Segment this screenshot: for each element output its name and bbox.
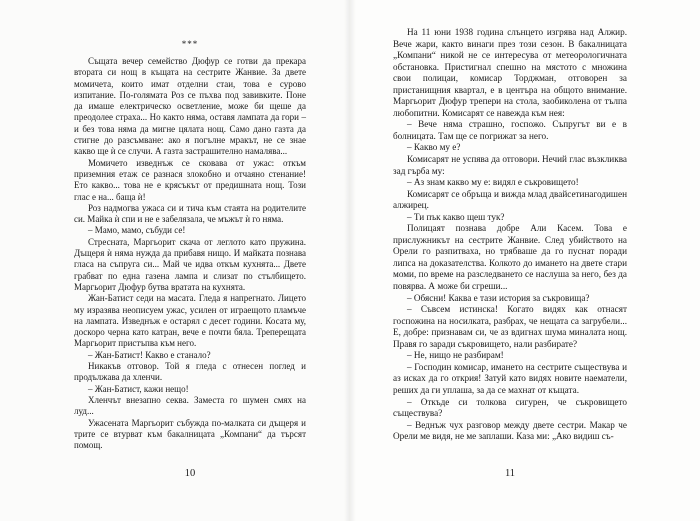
paragraph: Ужасената Маргьорит събужда по-малката си дъщеря и трите се втурват към бакалницата „Компани“ да търсят помощ.: [74, 417, 306, 451]
paragraph: Жан-Батист седи на масата. Гледа я напрегнато. Лицето му изразява неописуем ужас, усилен от играещото пламъче на лампата. Изведнъж е остарял с десет години. Косата му, доскоро черна като катран, вече е почти бяла. Треперещата Маргьорит пристъпва към него.: [74, 293, 306, 349]
paragraph: – Жан-Батист! Какво е станало?: [88, 349, 211, 360]
page-number-left: 10: [184, 468, 196, 479]
paragraph: Комисарят не успява да отговори. Нечий глас възкликва зад гърба му:: [393, 154, 627, 176]
paragraph: Хленчът внезапно секва. Заместа го шумен смях на луд...: [74, 394, 306, 417]
paragraph: Полицаят познава добре Али Касем. Това е прислужникът на сестрите Жанвие. След убийството на Орели го разпитваха, но трябваше да го пуснат поради липса на доказателства. Колкото до имането на двете стари моми, по време на разследването се наслуша за него, без да повярва. А може би сгреши...: [393, 223, 627, 292]
paragraph: – Ти пък какво щеш тук?: [407, 211, 505, 222]
paragraph: – Мамо, мамо, събуди се!: [88, 225, 186, 236]
page-number-right: 11: [504, 468, 516, 479]
right-page: [350, 0, 700, 521]
paragraph: – Съвсем истинска! Когато видях как отнасят госпожина на носилката, разбрах, че нещата са загрубели... Е, добре: признавам си, че аз вдигнах шума миналата нощ. Правя го заради съкровището, нали разбирате?: [393, 304, 627, 349]
paragraph: Момичето изведнъж се сковава от ужас: откъм приземния етаж се разнася злокобно и отчаяно стенание! Ето какво... това не е крясъкът от предишната нощ. Този глас е на... баща ѝ!: [74, 157, 306, 202]
paragraph: Роз надмогва ужаса си и тича към стаята на родителите си. Майка ѝ спи и не е забелязала, че мъжът ѝ го няма.: [74, 202, 306, 225]
paragraph: – Не, нищо не разбирам!: [407, 350, 504, 361]
paragraph: – Обясни! Каква е тази история за съкровища?: [407, 292, 590, 303]
paragraph: Комисарят се обръща и вижда млад двайсетинагодишен алжирец.: [393, 188, 627, 211]
paragraph: Стреснатa, Маргьорит скача от леглото като пружина. Дъщеря ѝ няма нужда да прибавя нищо. И майката познава гласа на съпруга си... Май че идва откъм кухнята... Двете грабват по една газена лампа и слизат по стълбището. Маргьорит Дюфур бутва вратата на кухнята.: [74, 236, 306, 292]
paragraph: Същата вечер семейство Дюфур се готви да прекара втората си нощ в къщата на сестрите Жанвие. За двете момичета, които имат отделни стаи, това е сурово изпитание. По-голямата Роз се пъхва под завивките. Поне да имаше електрическо осветление, може би щеше да преодолее страха... Но както няма, оставя лампата да гори – и без това няма да мигне цялата нощ. Само дано газта да стигне до разсъмване: ако я погълне мракът, не се знае какво ще ѝ се случи. А газта застрашително намалява...: [74, 56, 306, 157]
paragraph: Никакъв отговор. Той я гледа с отнесен поглед и продължава да хленчи.: [74, 361, 306, 383]
paragraph: – Аз знам какво му е: видял е съкровището!: [407, 177, 579, 188]
paragraph: – Веднъж чух разговор между двете сестри. Макар че Орели ме видя, не ме заплаши. Каза ми: „Ако видиш съ-: [393, 419, 627, 442]
book-gutter: [344, 0, 356, 521]
paragraph: – Откъде си толкова сигурен, че съкровището съществува?: [393, 396, 627, 419]
paragraph: На 11 юни 1938 година слънцето изгрява над Алжир. Вече жари, както винаги през този сезон. В бакалницата „Компани“ никой не се интересува от метеорологичната обстановка. Пристигнал спешно на мястото с множина свои полицаи, комисар Торджман, отговорен за пристанищния квартал, е в центъра на общото внимание. Маргьорит Дюфур трепери на стола, заобиколена от тълпа любопитни. Комисарят се навежда към нея:: [393, 27, 627, 118]
paragraph: – Какво му е?: [407, 142, 461, 153]
paragraph: – Господин комисар, имането на сестрите съществува и аз исках да го открия! Затуй като видях новите наематели, реших да ги уплаша, за да се махнат от къщата.: [393, 361, 627, 395]
paragraph: – Жан-Батист, кажи нещо!: [88, 383, 189, 394]
left-page-text: [74, 27, 306, 451]
right-page-text: [393, 27, 627, 443]
paragraph: – Вече няма страшно, госпожо. Съпругът ви е в болницата. Там ще се погрижат за него.: [393, 119, 627, 141]
section-separator: ***: [181, 39, 199, 49]
